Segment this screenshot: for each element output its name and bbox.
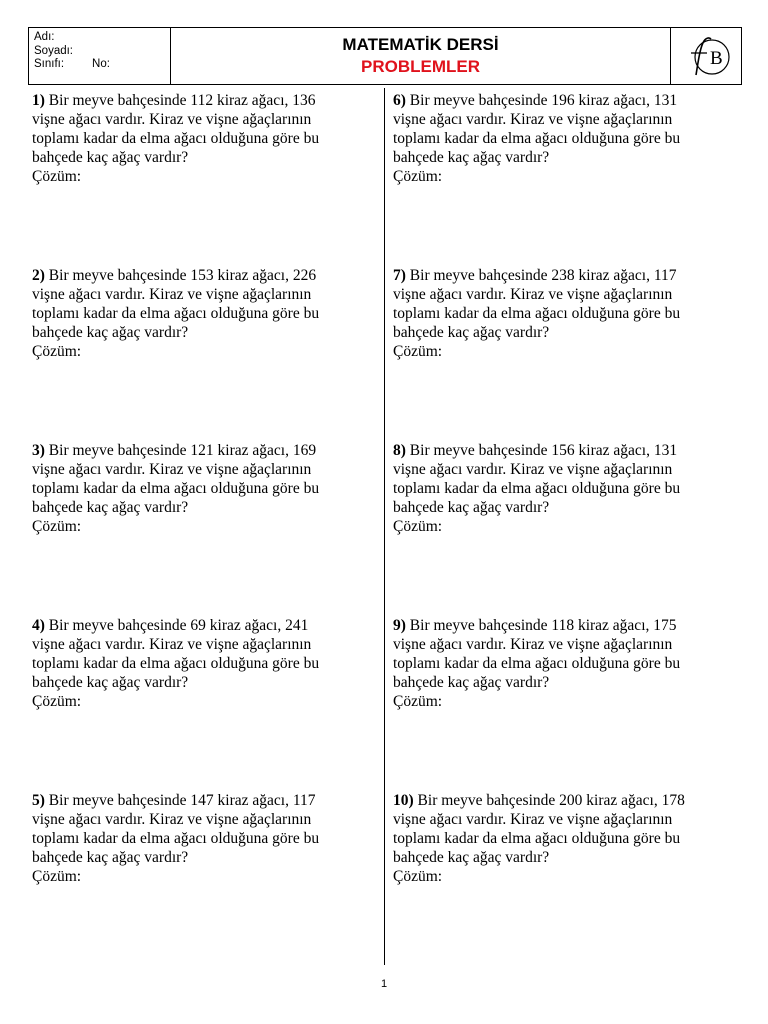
- class-label: Sınıfı:: [34, 58, 65, 70]
- page-number: 1: [380, 978, 388, 990]
- problem-text-line: bahçede kaç ağaç vardır?: [32, 849, 189, 866]
- problem-number: 3): [32, 442, 45, 459]
- student-info: [29, 28, 171, 84]
- problem-text-line: toplamı kadar da elma ağacı olduğuna göre bu: [393, 480, 681, 497]
- problem-text: Bir meyve bahçesinde 196 kiraz ağacı, 131: [409, 92, 678, 109]
- solution-label: Çözüm:: [393, 693, 443, 710]
- problem-5: [32, 791, 372, 966]
- problem-number: 9): [393, 617, 406, 634]
- problem-text-line: vişne ağacı vardır. Kiraz ve vişne ağaçlarının: [32, 636, 312, 653]
- problem-4: [32, 616, 372, 791]
- column-divider: [384, 88, 385, 965]
- problem-text: Bir meyve bahçesinde 147 kiraz ağacı, 117: [48, 792, 316, 809]
- problem-text-line: [32, 266, 372, 285]
- title-box: [171, 28, 671, 84]
- problem-text-line: toplamı kadar da elma ağacı olduğuna göre bu: [393, 830, 681, 847]
- problem-number: 4): [32, 617, 45, 634]
- problem-text-line: vişne ağacı vardır. Kiraz ve vişne ağaçlarının: [393, 286, 673, 303]
- problem-text-line: toplamı kadar da elma ağacı olduğuna göre bu: [393, 655, 681, 672]
- solution-label: Çözüm:: [32, 343, 82, 360]
- class-number-field: [34, 58, 170, 72]
- problem-text-line: [32, 441, 372, 460]
- right-column: [393, 91, 733, 966]
- problem-text-line: vişne ağacı vardır. Kiraz ve vişne ağaçlarının: [393, 111, 673, 128]
- problem-text: Bir meyve bahçesinde 238 kiraz ağacı, 117: [409, 267, 677, 284]
- problem-text-line: bahçede kaç ağaç vardır?: [393, 849, 550, 866]
- problem-text-line: [32, 616, 372, 635]
- surname-field: [34, 45, 170, 59]
- problem-6: [393, 91, 733, 266]
- problem-1: [32, 91, 372, 266]
- problem-number: 7): [393, 267, 406, 284]
- problem-text-line: bahçede kaç ağaç vardır?: [393, 674, 550, 691]
- problem-text-line: toplamı kadar da elma ağacı olduğuna göre bu: [32, 830, 320, 847]
- problem-text-line: bahçede kaç ağaç vardır?: [32, 324, 189, 341]
- problem-7: [393, 266, 733, 441]
- problem-text-line: [393, 791, 733, 810]
- problem-text-line: bahçede kaç ağaç vardır?: [393, 324, 550, 341]
- problem-text: Bir meyve bahçesinde 200 kiraz ağacı, 178: [417, 792, 685, 809]
- problem-text: Bir meyve bahçesinde 156 kiraz ağacı, 131: [409, 442, 678, 459]
- problem-text-line: toplamı kadar da elma ağacı olduğuna göre bu: [32, 655, 320, 672]
- problem-text-line: vişne ağacı vardır. Kiraz ve vişne ağaçlarının: [32, 811, 312, 828]
- surname-label: Soyadı:: [34, 44, 73, 57]
- svg-text:B: B: [710, 48, 723, 69]
- fb-logo-icon: [678, 33, 734, 79]
- problem-10: [393, 791, 733, 966]
- number-label: No:: [92, 58, 110, 70]
- problem-text-line: toplamı kadar da elma ağacı olduğuna göre bu: [32, 305, 320, 322]
- problem-text-line: bahçede kaç ağaç vardır?: [32, 149, 189, 166]
- problem-text-line: [32, 791, 372, 810]
- problem-text-line: bahçede kaç ağaç vardır?: [32, 499, 189, 516]
- solution-label: Çözüm:: [32, 868, 82, 885]
- problem-text-line: vişne ağacı vardır. Kiraz ve vişne ağaçlarının: [393, 636, 673, 653]
- left-column: [32, 91, 372, 966]
- name-label: Adı:: [34, 31, 55, 43]
- problem-text-line: [393, 441, 733, 460]
- solution-label: Çözüm:: [32, 693, 82, 710]
- problem-2: [32, 266, 372, 441]
- problem-8: [393, 441, 733, 616]
- problem-text-line: [393, 266, 733, 285]
- problem-text-line: vişne ağacı vardır. Kiraz ve vişne ağaçlarının: [32, 111, 312, 128]
- problem-text: Bir meyve bahçesinde 153 kiraz ağacı, 226: [48, 267, 317, 284]
- problem-text-line: toplamı kadar da elma ağacı olduğuna göre bu: [393, 305, 681, 322]
- solution-label: Çözüm:: [393, 343, 443, 360]
- problem-number: 8): [393, 442, 406, 459]
- worksheet-header: [28, 27, 742, 85]
- problem-number: 10): [393, 792, 414, 809]
- problem-text-line: toplamı kadar da elma ağacı olduğuna göre bu: [32, 130, 320, 147]
- problem-text-line: vişne ağacı vardır. Kiraz ve vişne ağaçlarının: [32, 286, 312, 303]
- page-subtitle: PROBLEMLER: [361, 57, 480, 76]
- problem-3: [32, 441, 372, 616]
- page-title: MATEMATİK DERSİ: [342, 35, 499, 54]
- problem-text: Bir meyve bahçesinde 69 kiraz ağacı, 241: [48, 617, 309, 634]
- solution-label: Çözüm:: [32, 168, 82, 185]
- solution-label: Çözüm:: [393, 518, 443, 535]
- problem-text-line: toplamı kadar da elma ağacı olduğuna göre bu: [393, 130, 681, 147]
- logo-box: [671, 28, 741, 84]
- problem-number: 5): [32, 792, 45, 809]
- problem-number: 2): [32, 267, 45, 284]
- problem-9: [393, 616, 733, 791]
- problem-text-line: bahçede kaç ağaç vardır?: [393, 499, 550, 516]
- solution-label: Çözüm:: [393, 868, 443, 885]
- problem-number: 1): [32, 92, 45, 109]
- problem-text-line: vişne ağacı vardır. Kiraz ve vişne ağaçlarının: [32, 461, 312, 478]
- problem-text-line: [32, 91, 372, 110]
- problem-text: Bir meyve bahçesinde 118 kiraz ağacı, 175: [409, 617, 677, 634]
- problem-text-line: [393, 616, 733, 635]
- problem-text-line: vişne ağacı vardır. Kiraz ve vişne ağaçlarının: [393, 461, 673, 478]
- problem-text-line: toplamı kadar da elma ağacı olduğuna göre bu: [32, 480, 320, 497]
- problem-text-line: bahçede kaç ağaç vardır?: [393, 149, 550, 166]
- solution-label: Çözüm:: [32, 518, 82, 535]
- name-field: [34, 31, 170, 45]
- solution-label: Çözüm:: [393, 168, 443, 185]
- problem-text-line: [393, 91, 733, 110]
- problem-number: 6): [393, 92, 406, 109]
- problem-text: Bir meyve bahçesinde 112 kiraz ağacı, 136: [48, 92, 316, 109]
- problem-text-line: vişne ağacı vardır. Kiraz ve vişne ağaçlarının: [393, 811, 673, 828]
- problem-text-line: bahçede kaç ağaç vardır?: [32, 674, 189, 691]
- problem-text: Bir meyve bahçesinde 121 kiraz ağacı, 169: [48, 442, 317, 459]
